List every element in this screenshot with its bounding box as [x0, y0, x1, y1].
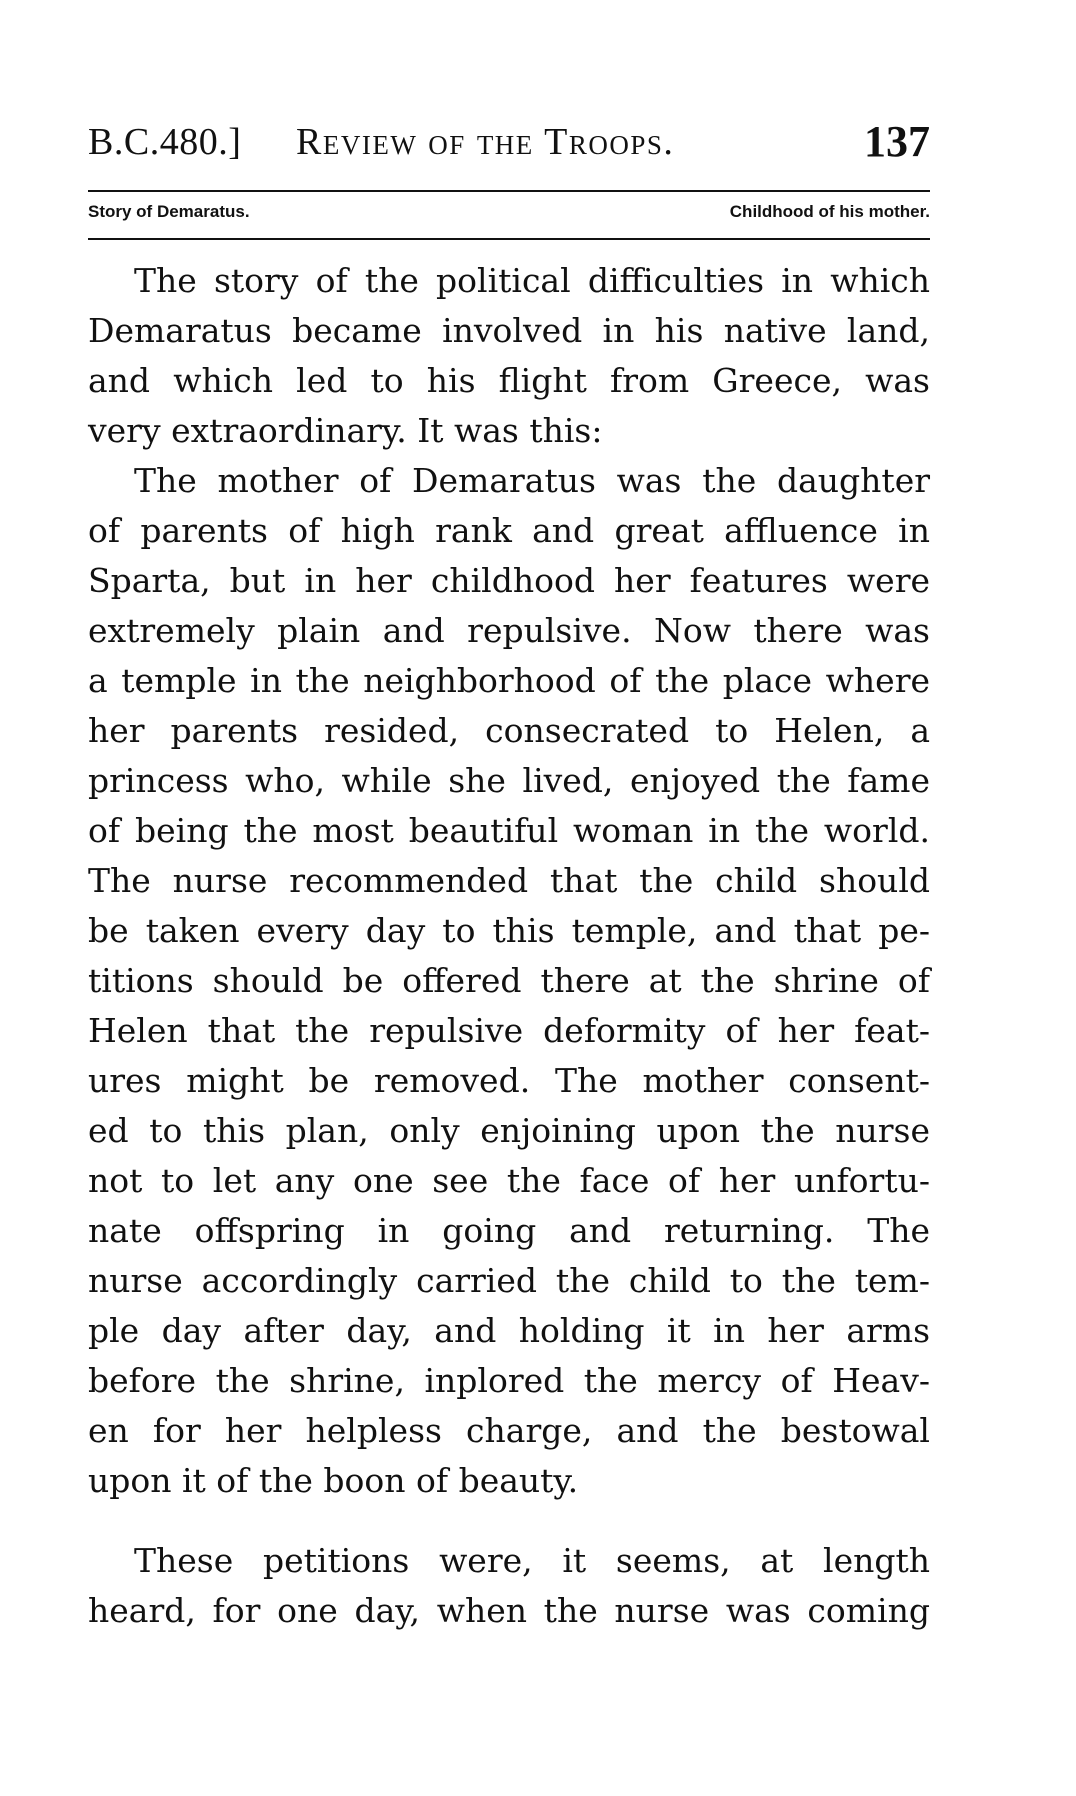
- text-line: heard, for one day, when the nurse was coming: [88, 1591, 930, 1630]
- side-heading-right: Childhood of his mother.: [729, 202, 930, 221]
- text-line: of being the most beautiful woman in the world.: [88, 811, 930, 850]
- text-line: upon it of the boon of beauty.: [88, 1461, 579, 1500]
- text-line: Demaratus became involved in his native land,: [88, 311, 930, 350]
- body-text: [88, 256, 930, 1636]
- text-line: The story of the political difficulties in which: [134, 261, 930, 300]
- text-line: of parents of high rank and great affluence in: [88, 511, 930, 550]
- text-line: before the shrine, inplored the mercy of Heav-: [88, 1361, 930, 1400]
- text-line: and which led to his flight from Greece, was: [88, 361, 930, 400]
- text-line: The mother of Demaratus was the daughter: [134, 461, 930, 500]
- running-head-date: B.C.480.]: [88, 121, 242, 163]
- paragraph-1: [88, 256, 930, 456]
- text-line: These petitions were, it seems, at length: [134, 1541, 930, 1580]
- running-head-title: Review of the Troops.: [296, 121, 675, 163]
- text-line: a temple in the neighborhood of the place where: [88, 661, 930, 700]
- text-line: ed to this plan, only enjoining upon the nurse: [88, 1111, 930, 1150]
- paragraph-spacer: [88, 1506, 930, 1536]
- text-line: ple day after day, and holding it in her arms: [88, 1311, 930, 1350]
- text-line: Helen that the repulsive deformity of her feat-: [88, 1011, 930, 1050]
- text-line: very extraordinary. It was this:: [88, 411, 603, 450]
- side-heading-left: Story of Demaratus.: [88, 202, 250, 221]
- text-line: Sparta, but in her childhood her features were: [88, 561, 930, 600]
- text-line: extremely plain and repulsive. Now there was: [88, 611, 930, 650]
- text-line: ures might be removed. The mother consent-: [88, 1061, 930, 1100]
- running-header: [88, 116, 930, 176]
- text-line: not to let any one see the face of her unfortu-: [88, 1161, 930, 1200]
- header-rule-bottom: [88, 238, 930, 240]
- page-number: 137: [864, 117, 930, 166]
- text-line: nurse accordingly carried the child to the tem-: [88, 1261, 930, 1300]
- text-line: be taken every day to this temple, and that pe-: [88, 911, 930, 950]
- paragraph-3: [88, 1536, 930, 1636]
- text-line: en for her helpless charge, and the bestowal: [88, 1411, 930, 1450]
- header-rule-top: [88, 190, 930, 192]
- text-line: The nurse recommended that the child should: [88, 861, 930, 900]
- paragraph-2: [88, 456, 930, 1506]
- text-line: princess who, while she lived, enjoyed the fame: [88, 761, 930, 800]
- text-line: nate offspring in going and returning. The: [88, 1211, 930, 1250]
- text-line: titions should be offered there at the shrine of: [88, 961, 930, 1000]
- text-line: her parents resided, consecrated to Helen, a: [88, 711, 930, 750]
